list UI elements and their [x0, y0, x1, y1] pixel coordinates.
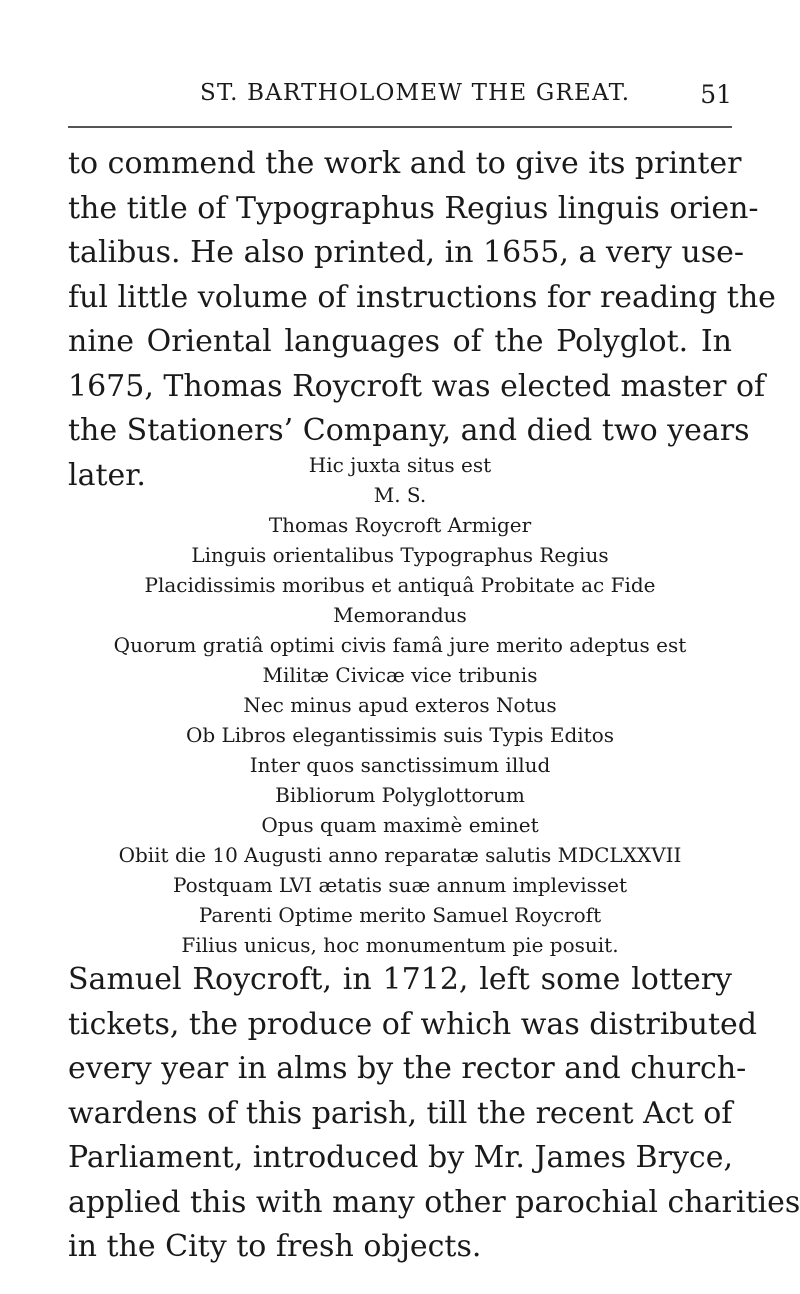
- text-line: tickets, the produce of which was distributed: [68, 1006, 757, 1042]
- epitaph-line: Militæ Civicæ vice tribunis: [262, 663, 538, 687]
- epitaph-line: Thomas Roycroft Armiger: [268, 513, 532, 537]
- running-title: ST. BARTHOLOMEW THE GREAT.: [200, 80, 631, 106]
- page-number: 51: [700, 80, 732, 109]
- epitaph-line: Quorum gratiâ optimi civis famâ jure merito adeptus est: [113, 633, 687, 657]
- text-line: talibus. He also printed, in 1655, a very use-: [68, 235, 745, 270]
- epitaph-line: Ob Libros elegantissimis suis Typis Editos: [185, 723, 615, 747]
- header-rule: [68, 126, 732, 128]
- epitaph-line: Obiit die 10 Augusti anno reparatæ salutis MDCLXXVII: [118, 843, 682, 867]
- epitaph-line: Hic juxta situs est: [308, 453, 492, 477]
- text-line: in the City to fresh objects.: [68, 1229, 482, 1264]
- text-line: ful little volume of instructions for reading the: [68, 279, 776, 315]
- epitaph-inscription: [68, 450, 732, 960]
- epitaph-line: Filius unicus, hoc monumentum pie posuit.: [181, 933, 619, 957]
- epitaph-line: Linguis orientalibus Typographus Regius: [191, 543, 609, 567]
- text-line: 1675, Thomas Roycroft was elected master of: [68, 368, 766, 404]
- text-line: to commend the work and to give its printer: [68, 146, 742, 181]
- text-line: later.: [68, 457, 146, 493]
- text-line: Parliament, introduced by Mr. James Bryce,: [68, 1140, 733, 1175]
- epitaph-line: Placidissimis moribus et antiquâ Probitate ac Fide: [144, 573, 656, 597]
- epitaph-line: Bibliorum Polyglottorum: [275, 783, 525, 807]
- epitaph-line: Inter quos sanctissimum illud: [249, 753, 551, 777]
- text-line: applied this with many other parochial charities: [68, 1184, 800, 1220]
- paragraph-roycroft-printer: [68, 142, 776, 498]
- epitaph-line: Parenti Optime merito Samuel Roycroft: [198, 903, 602, 927]
- epitaph-line: Opus quam maximè eminet: [261, 813, 539, 837]
- text-line: Samuel Roycroft, in 1712, left some lottery: [68, 962, 732, 997]
- text-line: every year in alms by the rector and church-: [68, 1051, 747, 1086]
- paragraph-lottery-tickets: [68, 958, 800, 1270]
- running-head: [68, 80, 732, 116]
- epitaph-line: Nec minus apud exteros Notus: [243, 693, 557, 717]
- text-line: wardens of this parish, till the recent Act of: [68, 1095, 733, 1131]
- epitaph-line: Postquam LVI ætatis suæ annum implevisset: [172, 873, 628, 897]
- text-line: the title of Typographus Regius linguis orien-: [68, 190, 759, 226]
- text-line: nine Oriental languages of the Polyglot. In: [68, 324, 732, 359]
- epitaph-line: Memorandus: [333, 603, 467, 627]
- text-line: the Stationers’ Company, and died two years: [68, 413, 750, 448]
- epitaph-line: M. S.: [373, 483, 427, 507]
